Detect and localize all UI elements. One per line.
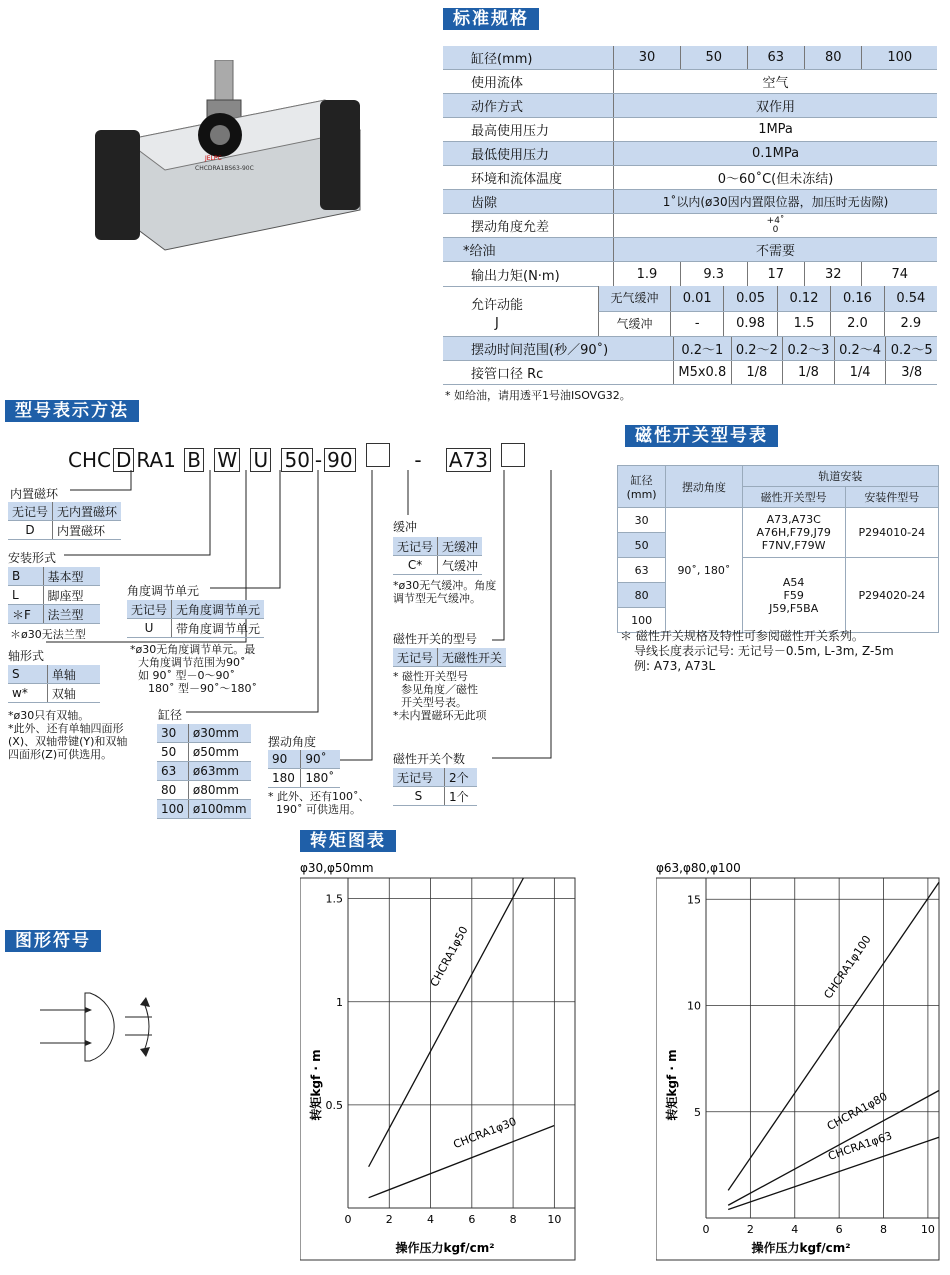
cushion-label: 气缓冲	[598, 312, 670, 336]
rotary-actuator-image	[95, 60, 365, 260]
code-sw: A73	[446, 448, 491, 472]
no-cushion-50: 0.05	[723, 286, 776, 311]
cushion-r1: C*	[393, 556, 438, 575]
fluid-label: 使用流体	[443, 70, 614, 94]
chart2-xtick-6: 6	[835, 1223, 843, 1236]
bore-row-80-desc: ø80mm	[188, 781, 250, 800]
backlash-value: 1˚以内(ø30因内置限位器，加压时无齿隙)	[614, 190, 937, 214]
shaft-note-4: 四面形(Z)可供选用。	[8, 748, 113, 761]
bore-row-50-desc: ø50mm	[188, 743, 250, 762]
chart1-title: φ30,φ50mm	[300, 861, 374, 875]
energy-unit: J	[495, 316, 499, 331]
oil-value: 不需要	[614, 238, 937, 262]
bore-30: 30	[614, 46, 681, 70]
port-50: 1/8	[731, 361, 783, 385]
adjust-notes	[130, 643, 257, 695]
bore-row-50: 50	[157, 743, 188, 762]
switch-model-note-2: 参见角度／磁性	[401, 683, 478, 696]
chart1-xtick-2: 2	[385, 1213, 393, 1226]
cushion-note-2: 调节型无气缓冲。	[393, 592, 481, 605]
cushion-note-1: *ø30无气缓冲。角度	[393, 579, 497, 592]
bore-row-100: 100	[157, 800, 188, 819]
mag-bore-63: 63	[618, 558, 666, 583]
shaft-title: 轴形式	[8, 649, 45, 663]
product-brand: JELPC	[205, 155, 222, 162]
symbol-body	[85, 993, 114, 1061]
mag-h-model: 磁性开关型号	[742, 487, 845, 508]
shaft-note-1: *ø30只有双轴。	[8, 709, 90, 722]
bore-50: 50	[680, 46, 747, 70]
bore-row-30: 30	[157, 724, 188, 743]
shaft-table	[8, 665, 100, 703]
adjust-note-4: 180˚ 型－90˚～180˚	[148, 682, 257, 695]
no-cushion-label: 无气缓冲	[598, 286, 670, 312]
no-cushion-80: 0.16	[830, 286, 883, 311]
energy-block	[443, 286, 937, 337]
product-photo	[95, 60, 365, 260]
symbol-header: 图形符号	[5, 930, 101, 952]
code-dash2: -	[414, 448, 422, 472]
mag-note-2: 导线长度表示记号: 无记号－0.5m, L-3m, Z-5m	[634, 644, 894, 658]
mag-notes	[620, 629, 894, 674]
cushion-50: 0.98	[723, 312, 776, 336]
adjust-r2: 带角度调节单元	[172, 619, 265, 638]
swing-title: 摆动角度	[268, 735, 317, 749]
time-label: 摆动时间范围(秒／90˚)	[443, 337, 674, 361]
swing-90: 90	[268, 750, 301, 769]
bore-row-30-desc: ø30mm	[188, 724, 250, 743]
port-label: 接管口径 Rc	[443, 361, 674, 385]
chart1-ylabel: 转矩kgf · m	[309, 1049, 323, 1121]
chart1-ytick-1: 1	[336, 995, 343, 1009]
mag-models-2a: A54	[782, 575, 805, 589]
symbol-rotation-arc	[144, 1003, 149, 1051]
switch-model-title: 磁性开关的型号	[393, 632, 478, 646]
code-dash: -	[314, 448, 323, 472]
adjust-table	[127, 600, 264, 638]
temp-value: 0～60˚C(但未冻结)	[614, 166, 937, 190]
magnet-ring-r2: 内置磁环	[53, 521, 122, 540]
adjust-h2: 无角度调节单元	[172, 600, 265, 619]
mag-models-1c: F7NV,F79W	[761, 539, 826, 552]
shaft-notes	[8, 709, 127, 761]
mag-bore-80: 80	[618, 583, 666, 608]
chart2-series-label-phi80: CHCRA1φ80	[824, 1089, 890, 1134]
cushion-table	[393, 537, 482, 575]
adjust-r1: U	[127, 619, 172, 638]
mag-models-1b: A76H,F79,J79	[756, 526, 831, 539]
chart2-ytick-10: 10	[687, 999, 701, 1013]
switch-model-notes	[393, 670, 487, 722]
code-u: U	[250, 448, 271, 472]
switch-count-r2: 1个	[444, 787, 477, 806]
chart1-series-label-phi50: CHCRA1φ50	[427, 924, 471, 989]
switch-model-table	[393, 648, 506, 667]
switch-count-table	[393, 768, 477, 806]
cushion-h2: 无缓冲	[438, 537, 483, 556]
chart1-ticks	[326, 893, 562, 1226]
chart1-xtick-6: 6	[468, 1213, 476, 1226]
magnet-ring-r1: D	[8, 521, 53, 540]
chart1-xtick-4: 4	[427, 1213, 435, 1226]
magnet-ring-h2: 无内置磁环	[53, 502, 122, 521]
mount-b-desc: 基本型	[43, 567, 100, 586]
mag-models-1a: A73,A73C	[766, 513, 821, 526]
chart1-series-label-phi30: CHCRA1φ30	[451, 1114, 519, 1152]
symbol-rotation-arrow-down	[140, 1047, 150, 1057]
chart1-ytick-1.5: 1.5	[325, 892, 343, 906]
swing-180-desc: 180˚	[301, 769, 340, 788]
mount-title: 安装形式	[8, 551, 57, 565]
chart2-xtick-10: 10	[920, 1223, 935, 1236]
shaft-note-2: *此外、还有单轴四面形	[8, 722, 124, 735]
mag-h-bore	[618, 466, 666, 508]
model-header: 型号表示方法	[5, 400, 139, 422]
spec-footnote: * 如给油，请用透平1号油ISOVG32。	[445, 389, 631, 402]
swing-180: 180	[268, 769, 301, 788]
switch-model-h2: 无磁性开关	[438, 648, 507, 667]
mount-l: L	[8, 586, 43, 605]
cushion-notes	[393, 579, 496, 605]
product-model: CHCDRA1BS63-90C	[195, 165, 254, 172]
switch-count-title: 磁性开关个数	[393, 752, 466, 766]
mount-f-desc: 法兰型	[43, 605, 100, 624]
switch-model-h1: 无记号	[393, 648, 438, 667]
torque-chart-2	[656, 860, 946, 1265]
spec-header: 标准规格	[443, 8, 539, 30]
minp-label: 最低使用压力	[443, 142, 614, 166]
chart2-xtick-4: 4	[791, 1223, 799, 1236]
cushion-80: 2.0	[830, 312, 883, 336]
chart2-frame	[656, 878, 939, 1260]
shaft-w: w*	[8, 684, 47, 703]
chart1-xtick-8: 8	[509, 1213, 517, 1226]
code-d: D	[113, 448, 134, 472]
mag-bore-50: 50	[618, 533, 666, 558]
switch-model-note-1: * 磁性开关型号	[393, 670, 468, 683]
magnet-ring-table	[8, 502, 121, 540]
shaft-s: S	[8, 665, 47, 684]
fluid-value: 空气	[614, 70, 937, 94]
bore-row-80: 80	[157, 781, 188, 800]
chart2-title: φ63,φ80,φ100	[656, 861, 741, 875]
mag-h-rail: 轨道安装	[742, 466, 938, 487]
mag-models-2b: F59	[783, 588, 804, 602]
bore-title: 缸径	[158, 708, 183, 722]
magnetic-header: 磁性开关型号表	[625, 425, 778, 447]
mag-models-1	[742, 508, 845, 558]
adjust-note-2: 大角度调节范围为90˚	[138, 656, 246, 669]
chart1-xtick-0: 0	[344, 1213, 352, 1226]
bore-63: 63	[747, 46, 804, 70]
code-ra1: RA1	[136, 448, 176, 472]
action-label: 动作方式	[443, 94, 614, 118]
minp-value: 0.1MPa	[614, 142, 937, 166]
torque-header: 转矩图表	[300, 830, 396, 852]
chart2-series-label-phi100: CHCRA1φ100	[821, 933, 874, 1002]
time-63: 0.2～3	[783, 337, 835, 361]
no-cushion-63: 0.12	[777, 286, 830, 311]
torque-chart-1	[300, 860, 585, 1265]
energy-label: 允许动能	[471, 298, 524, 313]
chart1-xlabel: 操作压力kgf/cm²	[395, 1241, 495, 1255]
chart2-ytick-5: 5	[694, 1105, 701, 1119]
bore-row-100-desc: ø100mm	[188, 800, 250, 819]
spec-table	[443, 46, 937, 287]
switch-count-r1: S	[393, 787, 444, 806]
torque-50: 9.3	[680, 262, 747, 287]
code-angle: 90	[324, 448, 355, 472]
chart2-xtick-8: 8	[880, 1223, 888, 1236]
port-80: 1/4	[834, 361, 886, 385]
chart1-frame	[300, 878, 575, 1260]
bore-row-63-desc: ø63mm	[188, 762, 250, 781]
mag-bore-100: 100	[618, 608, 666, 633]
code-prefix: CHC	[68, 448, 111, 472]
bore-row-63: 63	[157, 762, 188, 781]
swing-note-1: * 此外、还有100˚、	[268, 790, 370, 803]
time-100: 0.2～5	[886, 337, 937, 361]
switch-count-h1: 无记号	[393, 768, 444, 787]
bore-100: 100	[862, 46, 937, 70]
torque-label: 输出力矩(N·m)	[443, 262, 614, 287]
chart2-xtick-0: 0	[702, 1223, 710, 1236]
mount-note: ＊ø30无法兰型	[10, 628, 86, 641]
mag-h-bore-1: 缸径	[630, 474, 653, 487]
angle-tol-label: 摆动角度允差	[443, 214, 614, 238]
mag-note-3: 例: A73, A73L	[634, 659, 716, 673]
chart2-line-0	[728, 882, 939, 1190]
swing-notes	[268, 790, 370, 816]
cushion-100: 2.9	[884, 312, 937, 336]
torque-30: 1.9	[614, 262, 681, 287]
chart2-grid	[706, 878, 939, 1218]
switch-model-note-3: 开关型号表。	[401, 696, 467, 709]
switch-model-note-4: *未内置磁环无此项	[393, 709, 487, 722]
mag-h-kit: 安装件型号	[845, 487, 938, 508]
chart2-ylabel: 转矩kgf · m	[665, 1049, 679, 1121]
magnet-ring-title: 内置磁环	[10, 487, 59, 501]
cushion-r2: 气缓冲	[438, 556, 483, 575]
port-63: 1/8	[783, 361, 835, 385]
angle-tol-up: +4˚	[766, 215, 785, 226]
shaft-note-3: (X)、双轴带键(Y)和双轴	[8, 735, 128, 748]
maxp-label: 最高使用压力	[443, 118, 614, 142]
mag-kit-1: P294010-24	[845, 508, 938, 558]
mag-h-angle: 摆动角度	[666, 466, 743, 508]
port-100: 3/8	[886, 361, 937, 385]
mount-table	[8, 567, 100, 624]
backlash-label: 齿隙	[443, 190, 614, 214]
no-cushion-100: 0.54	[884, 286, 937, 311]
graphic-symbol	[40, 985, 160, 1065]
symbol-rotation-arrow-up	[140, 997, 150, 1007]
time-30: 0.2～1	[674, 337, 732, 361]
code-bore: 50	[281, 448, 312, 472]
chart2-ticks	[687, 893, 935, 1236]
shaft-s-desc: 单轴	[47, 665, 100, 684]
mag-note-1: ＊ 磁性开关规格及特性可参阅磁性开关系列。	[620, 629, 864, 643]
mag-h-bore-2: (mm)	[626, 488, 657, 501]
swing-table	[268, 750, 340, 788]
adjust-title: 角度调节单元	[127, 584, 200, 598]
mount-l-desc: 脚座型	[43, 586, 100, 605]
code-b: B	[184, 448, 204, 472]
chart2-ytick-15: 15	[687, 893, 701, 907]
chart2-xtick-2: 2	[746, 1223, 754, 1236]
mag-angle: 90˚, 180˚	[666, 508, 743, 633]
swing-90-desc: 90˚	[301, 750, 340, 769]
port-30: M5x0.8	[674, 361, 732, 385]
torque-63: 17	[747, 262, 804, 287]
torque-80: 32	[805, 262, 862, 287]
chart1-ytick-0.5: 0.5	[325, 1098, 343, 1112]
chart2-xlabel: 操作压力kgf/cm²	[751, 1241, 851, 1255]
mag-models-2	[742, 558, 845, 633]
cushion-63: 1.5	[777, 312, 830, 336]
action-value: 双作用	[614, 94, 937, 118]
cushion-30: -	[670, 312, 723, 336]
mag-bore-30: 30	[618, 508, 666, 533]
bore-80: 80	[805, 46, 862, 70]
magnetic-table	[617, 465, 939, 633]
maxp-value: 1MPa	[614, 118, 937, 142]
time-80: 0.2～4	[834, 337, 886, 361]
spec-table-2	[443, 337, 937, 385]
adjust-note-1: *ø30无角度调节单元。最	[130, 643, 256, 656]
mount-b: B	[8, 567, 43, 586]
chart2-series-label-phi63: CHCRA1φ63	[826, 1129, 894, 1163]
time-50: 0.2～2	[731, 337, 783, 361]
bore-table	[157, 724, 251, 819]
code-w: W	[214, 448, 240, 472]
temp-label: 环境和流体温度	[443, 166, 614, 190]
shaft-w-desc: 双轴	[47, 684, 100, 703]
switch-count-h2: 2个	[444, 768, 477, 787]
magnet-ring-h1: 无记号	[8, 502, 53, 521]
adjust-h1: 无记号	[127, 600, 172, 619]
chart1-xtick-10: 10	[547, 1213, 562, 1226]
cushion-title: 缓冲	[393, 520, 418, 534]
mag-kit-2: P294020-24	[845, 558, 938, 633]
torque-100: 74	[862, 262, 937, 287]
mag-models-2c: J59,F5BA	[769, 601, 819, 615]
swing-note-2: 190˚ 可供选用。	[276, 803, 361, 816]
adjust-note-3: 如 90˚ 型－0～90˚	[138, 669, 235, 682]
bore-label: 缸径(mm)	[443, 46, 614, 70]
oil-label: *给油	[443, 238, 614, 262]
cushion-h1: 无记号	[393, 537, 438, 556]
angle-tol-down: 0	[772, 224, 779, 235]
no-cushion-30: 0.01	[670, 286, 723, 311]
mount-f: ＊F	[8, 605, 43, 624]
